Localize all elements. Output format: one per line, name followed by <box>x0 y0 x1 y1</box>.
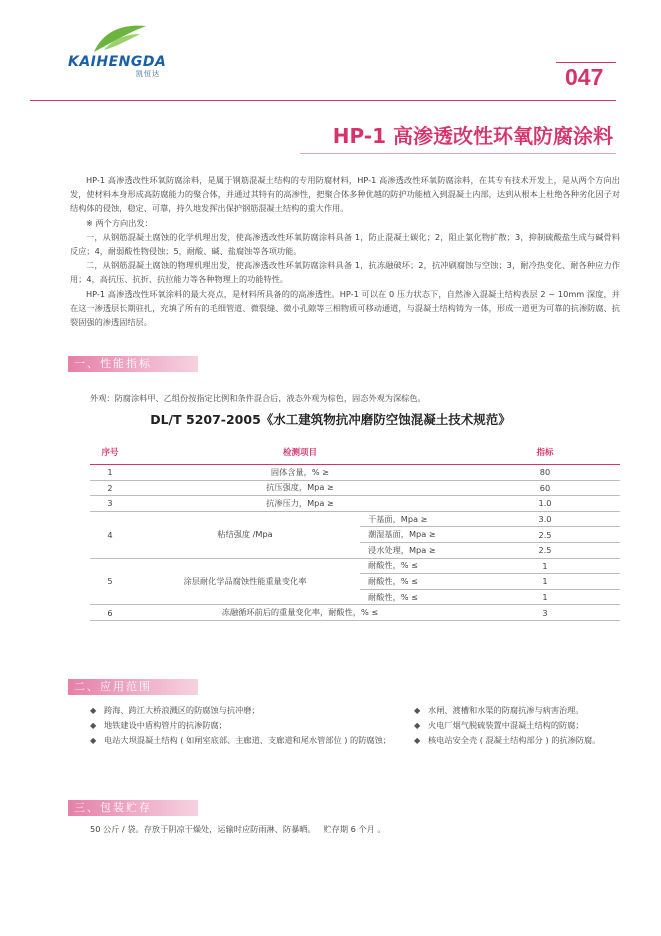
table-row <box>90 511 620 527</box>
list-item-text: 跨海、跨江大桥浪溅区的防腐蚀与抗冲磨； <box>104 705 260 715</box>
row-subitem: 耐酸性，% ≤ <box>360 589 470 605</box>
intro-paragraph: 二，从钢筋混凝土腐蚀的物理机理出发，使高渗透改性环氧防腐涂料具备 1，抗冻融破坏；2，抗冲刷腐蚀与空蚀；3，耐冷热变化、耐各种应力作用；4，高抗压、抗折、抗拉能力等各种物理上的功能特性。 <box>70 260 620 285</box>
intro-text <box>70 173 620 329</box>
bullet-icon: ◆ <box>414 735 421 745</box>
section-heading-performance: 一、性能指标 <box>68 356 198 372</box>
row-no: 3 <box>90 496 130 512</box>
intro-paragraph: HP-1 高渗透改性环氧涂料的最大亮点，是材料所具备的的高渗透性。HP-1 可以在 0 压力状态下，自然渗入混凝土结构表层 2 ~ 10mm 深度，并在这一渗透层长期驻扎，充填了所有的毛细管道、微裂缝、微小孔隙等三相物质可移动通道，与混凝土结构铸为一体，形成一道更为可靠的抗渗防腐、抗裂固强的渗透固结层。 <box>70 288 620 328</box>
application-list-left <box>90 703 400 748</box>
list-item <box>90 733 400 748</box>
bullet-icon: ◆ <box>90 705 97 715</box>
row-no: 4 <box>90 511 130 558</box>
row-value: 2.5 <box>470 542 620 558</box>
list-item <box>414 718 644 733</box>
intro-paragraph: 一，从钢筋混凝土腐蚀的化学机理出发，使高渗透改性环氧防腐涂料具备 1，防止混凝土碳化；2，阻止氯化物扩散；3，抑制硫酸盐生成与碱骨料反应；4，耐弱酸性物侵蚀；5，耐酸、碱、盐腐蚀等各项功能。 <box>70 231 620 257</box>
row-value: 80 <box>470 465 620 481</box>
row-subitem: 潮湿基面，Mpa ≥ <box>360 527 470 543</box>
list-item-text: 水闸、渡槽和水渠的防腐抗渗与病害治理。 <box>428 705 584 715</box>
header-rule <box>30 100 616 101</box>
title-underline <box>300 153 616 154</box>
logo-chinese: 凯恒达 <box>136 70 160 78</box>
row-value: 1 <box>470 574 620 590</box>
row-item: 冻融循环前后的重量变化率，耐酸性，% ≤ <box>130 605 470 621</box>
page-number-rule <box>556 62 616 63</box>
row-item: 抗渗压力，Mpa ≥ <box>130 496 470 512</box>
intro-paragraph: ※ 两个方向出发： <box>86 217 153 228</box>
list-item-text: 地铁建设中盾构管片的抗渗防腐； <box>104 720 227 730</box>
row-value: 1 <box>470 558 620 574</box>
spec-table <box>90 440 620 621</box>
table-row <box>90 605 620 621</box>
table-header-row <box>90 440 620 465</box>
row-subitem: 干基面，Mpa ≥ <box>360 511 470 527</box>
leaf-icon <box>90 24 150 54</box>
row-no: 6 <box>90 605 130 621</box>
row-value: 1 <box>470 589 620 605</box>
appearance-note: 外观：防腐涂料甲、乙组份按指定比例和条件混合后，液态外观为棕色，固态外观为深棕色。 <box>90 393 426 403</box>
row-value: 60 <box>470 480 620 496</box>
list-item <box>414 703 644 718</box>
table-row <box>90 558 620 574</box>
application-list-right <box>414 703 644 748</box>
section-heading-application: 二、应用范围 <box>68 679 198 695</box>
bullet-icon: ◆ <box>414 705 421 715</box>
row-no: 2 <box>90 480 130 496</box>
table-row <box>90 465 620 481</box>
list-item-text: 电站大坝混凝土结构 ( 如闸室底部、主廊道、支廊道和尾水管部位 ) 的防腐蚀； <box>104 735 391 745</box>
bullet-icon: ◆ <box>414 720 421 730</box>
row-subitem: 浸水处理，Mpa ≥ <box>360 542 470 558</box>
table-row <box>90 496 620 512</box>
row-item: 固体含量，% ≥ <box>130 465 470 481</box>
section-heading-packing: 三、包装贮存 <box>68 800 198 816</box>
intro-paragraph: HP-1 高渗透改性环氧防腐涂料，是属于钢筋混凝土结构的专用防腐材料，HP-1 高渗透改性环氧防腐涂料，在其专有技术开发上，是从两个方向出发，使材料本身形成高防腐能力的聚合体，并通过其特有的高渗性，把聚合体多种优越的防护功能植入到混凝土内部，达到从根本上杜绝各种劣化因子对结构体的侵蚀，稳定、可靠，持久地发挥出保护钢筋混凝土结构的重大作用。 <box>70 175 620 214</box>
row-item: 涂层耐化学品腐蚀性能重量变化率 <box>130 558 360 605</box>
row-value: 3.0 <box>470 511 620 527</box>
row-item: 抗压强度，Mpa ≥ <box>130 480 470 496</box>
list-item <box>90 718 400 733</box>
row-subitem: 耐酸性，% ≤ <box>360 558 470 574</box>
bullet-icon: ◆ <box>90 735 97 745</box>
logo-wordmark: KAIHENGDA <box>68 54 167 70</box>
header-no: 序号 <box>90 440 130 465</box>
page-title: HP-1 高渗透改性环氧防腐涂料 <box>332 124 613 148</box>
row-item: 粘结强度 /Mpa <box>130 511 360 558</box>
row-value: 2.5 <box>470 527 620 543</box>
row-subitem: 耐酸性，% ≤ <box>360 574 470 590</box>
company-logo <box>68 24 168 82</box>
bullet-icon: ◆ <box>90 720 97 730</box>
list-item <box>414 733 644 748</box>
page-number: 047 <box>565 64 604 90</box>
table-row <box>90 480 620 496</box>
packing-text: 50 公斤 / 袋。存放于阴凉干燥处，运输时应防雨淋、防暴晒。 贮存期 6 个月 。 <box>90 824 386 834</box>
row-value: 1.0 <box>470 496 620 512</box>
row-no: 5 <box>90 558 130 605</box>
list-item-text: 核电站安全壳 ( 混凝土结构部分 ) 的抗渗防腐。 <box>428 735 601 745</box>
list-item-text: 火电厂烟气脱硫装置中混凝土结构的防腐； <box>428 720 584 730</box>
row-no: 1 <box>90 465 130 481</box>
header-value: 指标 <box>470 440 620 465</box>
header-item: 检测项目 <box>130 440 470 465</box>
row-value: 3 <box>470 605 620 621</box>
standard-title: DL/T 5207-2005《水工建筑物抗冲磨防空蚀混凝土技术规范》 <box>150 412 511 427</box>
list-item <box>90 703 400 718</box>
